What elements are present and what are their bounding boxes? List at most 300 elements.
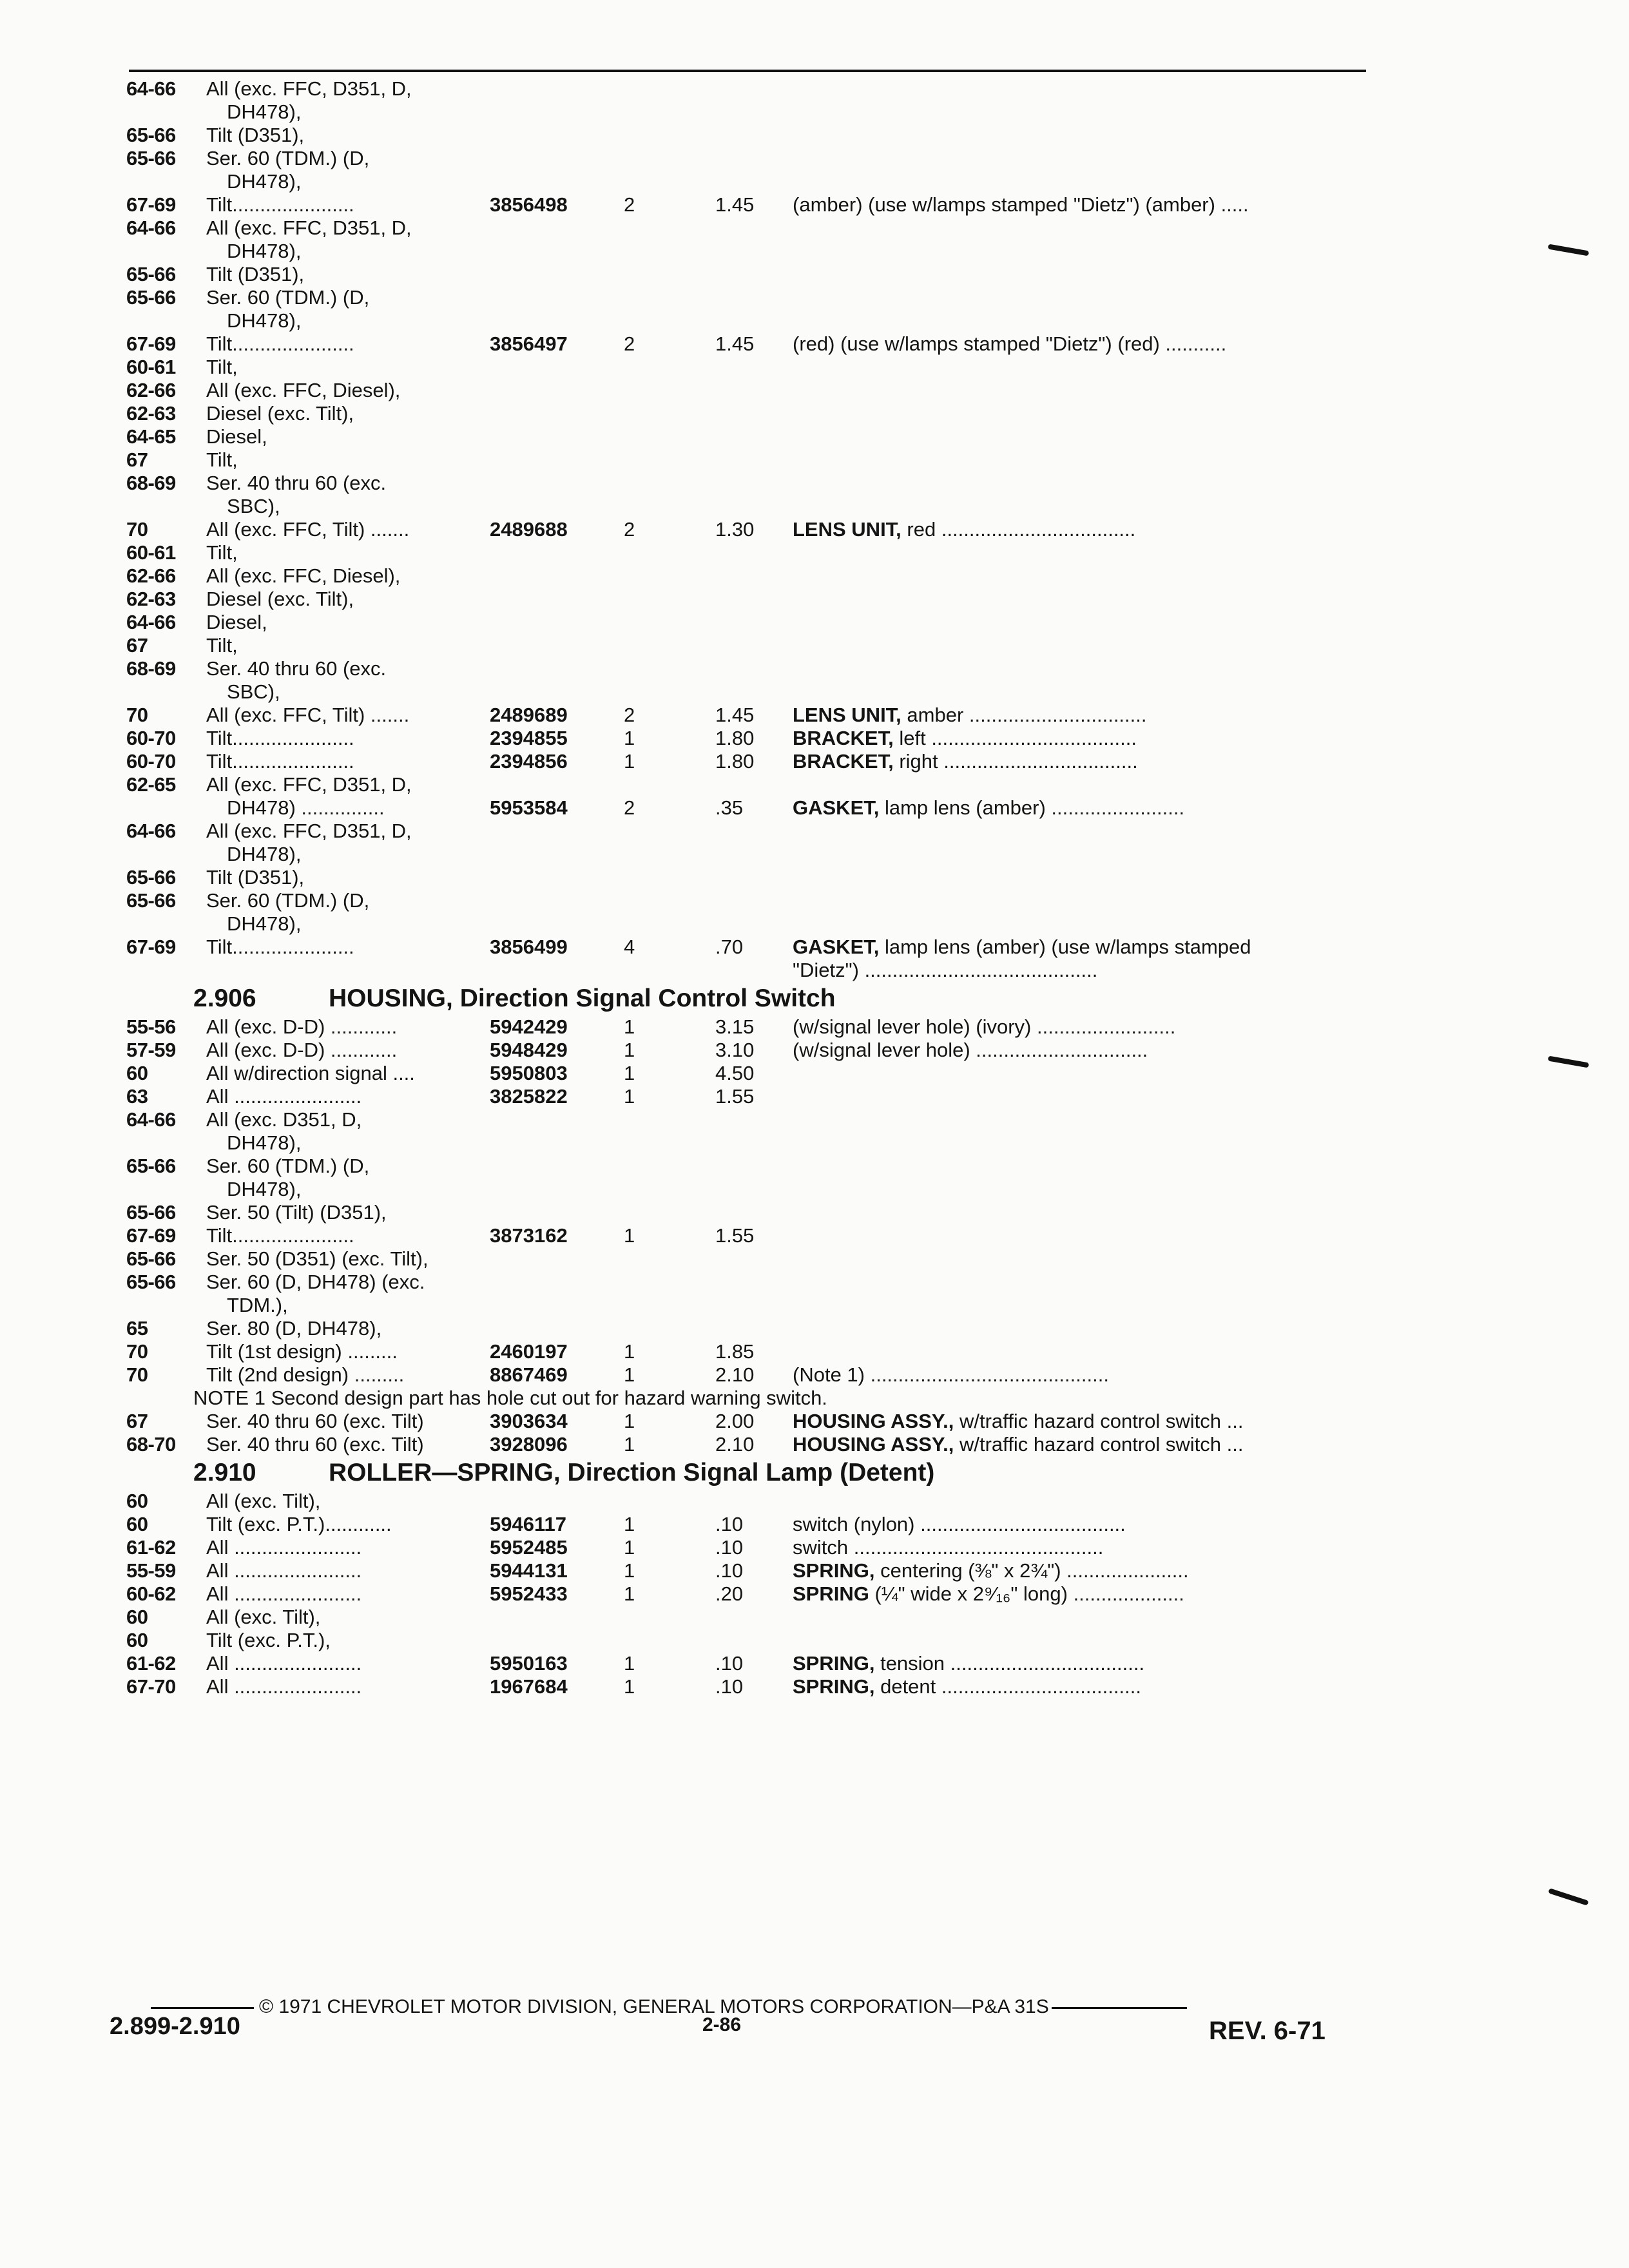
description-text: lamp lens (amber) ........................	[879, 796, 1185, 819]
model-years: 65-66	[126, 147, 176, 169]
table-row	[0, 1015, 1629, 1039]
model-application: DH478),	[227, 101, 302, 123]
quantity: 2	[624, 704, 635, 726]
model-years: 67	[126, 448, 148, 471]
table-row	[0, 704, 1629, 727]
model-application: All (exc. FFC, Tilt) .......	[206, 704, 410, 726]
table-row	[0, 356, 1629, 379]
part-number: 5952433	[490, 1582, 568, 1605]
edge-mark	[1548, 1888, 1588, 1905]
description-text: (w/signal lever hole) (ivory) .........................	[793, 1015, 1176, 1038]
table-row	[0, 1039, 1629, 1062]
model-application: Ser. 40 thru 60 (exc.	[206, 472, 387, 494]
table-row	[0, 1606, 1629, 1629]
model-years: 63	[126, 1085, 148, 1108]
price: 4.50	[715, 1062, 755, 1084]
table-row	[0, 286, 1629, 309]
footer-rule-right	[1052, 2007, 1187, 2009]
part-number: 3856497	[490, 332, 568, 355]
model-application: Tilt (exc. P.T.),	[206, 1629, 331, 1651]
table-row	[0, 170, 1629, 193]
table-row	[0, 588, 1629, 611]
model-years: 61-62	[126, 1536, 176, 1559]
price: .10	[715, 1513, 744, 1535]
part-description	[793, 796, 1353, 820]
price: .10	[715, 1675, 744, 1698]
model-application: Tilt......................	[206, 332, 354, 355]
table-row	[0, 1224, 1629, 1247]
quantity: 1	[624, 1675, 635, 1698]
description-text: left .....................................	[893, 727, 1137, 749]
table-row	[0, 1410, 1629, 1433]
part-description	[793, 1582, 1353, 1606]
part-description	[793, 1513, 1353, 1536]
model-application: Ser. 40 thru 60 (exc. Tilt)	[206, 1410, 424, 1432]
model-application: All (exc. Tilt),	[206, 1606, 321, 1628]
description-text: (w/signal lever hole) ...............................	[793, 1039, 1148, 1061]
description-text: "Dietz") ..........................................	[793, 959, 1098, 981]
part-name: SPRING,	[793, 1675, 875, 1698]
model-years: 64-66	[126, 1108, 176, 1131]
part-description	[793, 1039, 1353, 1062]
part-name: LENS UNIT,	[793, 704, 901, 726]
part-description	[793, 727, 1353, 750]
description-text: switch .............................................	[793, 1536, 1104, 1559]
quantity: 1	[624, 1062, 635, 1084]
model-application: All (exc. FFC, Tilt) .......	[206, 518, 410, 541]
model-years: 70	[126, 1363, 148, 1386]
model-application: Ser. 40 thru 60 (exc.	[206, 657, 387, 680]
quantity: 1	[624, 1513, 635, 1535]
quantity: 2	[624, 332, 635, 355]
part-name: SPRING,	[793, 1652, 875, 1675]
model-years: 55-56	[126, 1015, 176, 1038]
table-row	[0, 889, 1629, 912]
quantity: 2	[624, 518, 635, 541]
model-years: 65-66	[126, 1201, 176, 1224]
model-application: All (exc. D-D) ............	[206, 1015, 398, 1038]
model-application: Tilt (D351),	[206, 866, 305, 889]
model-years: 62-66	[126, 379, 176, 401]
model-application: DH478),	[227, 170, 302, 193]
part-description	[793, 1536, 1353, 1559]
quantity: 1	[624, 1433, 635, 1456]
table-row	[0, 1294, 1629, 1317]
part-description	[793, 332, 1353, 356]
quantity: 1	[624, 750, 635, 773]
table-row	[0, 1062, 1629, 1085]
section-title-main: HOUSING,	[329, 985, 453, 1012]
table-row	[0, 680, 1629, 704]
table-row	[0, 1675, 1629, 1698]
table-row	[0, 240, 1629, 263]
footer-page-number: 2-86	[702, 2014, 742, 2035]
table-row	[0, 727, 1629, 750]
table-row	[0, 518, 1629, 541]
part-number: 5952485	[490, 1536, 568, 1559]
quantity: 1	[624, 727, 635, 749]
footer-section-range: 2.899-2.910	[110, 2013, 240, 2040]
description-text: amber ................................	[901, 704, 1147, 726]
price: 1.45	[715, 332, 755, 355]
model-years: 64-65	[126, 425, 176, 448]
table-row	[0, 1363, 1629, 1387]
model-application: All (exc. FFC, D351, D,	[206, 216, 412, 239]
part-description	[793, 1015, 1353, 1039]
model-years: 67	[126, 634, 148, 657]
table-row	[0, 1652, 1629, 1675]
table-row	[0, 425, 1629, 448]
model-years: 64-66	[126, 611, 176, 633]
price: .20	[715, 1582, 744, 1605]
model-years: 60-61	[126, 541, 176, 564]
model-application: DH478),	[227, 240, 302, 262]
model-years: 60	[126, 1062, 148, 1084]
part-number: 8867469	[490, 1363, 568, 1386]
price: 1.45	[715, 193, 755, 216]
part-number: 3928096	[490, 1433, 568, 1456]
table-row	[0, 332, 1629, 356]
model-application: Tilt (D351),	[206, 124, 305, 146]
description-text: w/traffic hazard control switch ...	[954, 1433, 1244, 1456]
model-years: 60	[126, 1490, 148, 1512]
model-years: 60	[126, 1606, 148, 1628]
model-application: SBC),	[227, 680, 280, 703]
part-number: 2394856	[490, 750, 568, 773]
model-years: 65	[126, 1317, 148, 1340]
section-title	[329, 982, 836, 1015]
part-description	[793, 750, 1353, 773]
table-row	[0, 1536, 1629, 1559]
model-years: 65-66	[126, 1247, 176, 1270]
table-row	[0, 866, 1629, 889]
price: 2.00	[715, 1410, 755, 1432]
model-application: DH478),	[227, 1131, 302, 1154]
price: .35	[715, 796, 744, 819]
model-application: Tilt......................	[206, 727, 354, 749]
table-row	[0, 796, 1629, 820]
quantity: 1	[624, 1085, 635, 1108]
part-name: GASKET,	[793, 936, 880, 958]
price: 2.10	[715, 1363, 755, 1386]
section-number: 2.910	[193, 1459, 256, 1486]
table-row	[0, 1340, 1629, 1363]
description-text: w/traffic hazard control switch ...	[954, 1410, 1244, 1432]
table-row	[0, 379, 1629, 402]
model-years: 65-66	[126, 1271, 176, 1293]
parts-listing	[0, 77, 1629, 1698]
model-application: All .......................	[206, 1559, 362, 1582]
part-number: 3856498	[490, 193, 568, 216]
footer-rule-left	[151, 2007, 254, 2009]
model-years: 65-66	[126, 263, 176, 285]
table-row	[0, 402, 1629, 425]
model-application: Tilt,	[206, 356, 238, 378]
description-text: (amber) (use w/lamps stamped "Dietz") (amber) .....	[793, 193, 1249, 216]
model-application: All .......................	[206, 1675, 362, 1698]
part-name: HOUSING ASSY.,	[793, 1410, 954, 1432]
table-row	[0, 936, 1629, 959]
table-row	[0, 750, 1629, 773]
model-application: All (exc. D351, D,	[206, 1108, 362, 1131]
model-years: 67	[126, 1410, 148, 1432]
table-row	[0, 1271, 1629, 1294]
quantity: 1	[624, 1652, 635, 1675]
model-years: 67-69	[126, 1224, 176, 1247]
model-application: Tilt,	[206, 541, 238, 564]
price: 1.45	[715, 704, 755, 726]
model-years: 62-65	[126, 773, 176, 796]
table-row	[0, 1582, 1629, 1606]
table-row	[0, 564, 1629, 588]
model-application: Tilt,	[206, 448, 238, 471]
quantity: 1	[624, 1039, 635, 1061]
model-years: 60-61	[126, 356, 176, 378]
part-description	[793, 959, 1353, 982]
table-row	[0, 1178, 1629, 1201]
part-number: 5953584	[490, 796, 568, 819]
model-years: 70	[126, 1340, 148, 1363]
model-years: 65-66	[126, 286, 176, 309]
description-text: centering (⅜" x 2¾") ......................	[874, 1559, 1189, 1582]
model-years: 70	[126, 704, 148, 726]
description-text: right ...................................	[893, 750, 1138, 773]
table-row	[0, 1629, 1629, 1652]
model-application: Ser. 60 (TDM.) (D,	[206, 286, 370, 309]
table-row	[0, 1085, 1629, 1108]
model-application: Tilt (exc. P.T.)............	[206, 1513, 392, 1535]
model-years: 68-69	[126, 472, 176, 494]
table-row	[0, 611, 1629, 634]
model-years: 60	[126, 1513, 148, 1535]
part-description	[793, 1559, 1353, 1582]
part-number: 5948429	[490, 1039, 568, 1061]
model-years: 65-66	[126, 124, 176, 146]
model-application: All (exc. D-D) ............	[206, 1039, 398, 1061]
part-description	[793, 518, 1353, 541]
model-application: Diesel (exc. Tilt),	[206, 588, 354, 610]
model-application: Ser. 50 (D351) (exc. Tilt),	[206, 1247, 429, 1270]
model-years: 62-63	[126, 402, 176, 425]
model-application: Ser. 80 (D, DH478),	[206, 1317, 382, 1340]
section-heading	[0, 1456, 1629, 1490]
part-description	[793, 936, 1353, 959]
part-description	[793, 1675, 1353, 1698]
part-name: SPRING	[793, 1582, 869, 1605]
table-row	[0, 843, 1629, 866]
model-years: 60-70	[126, 727, 176, 749]
model-application: TDM.),	[227, 1294, 288, 1316]
part-number: 2394855	[490, 727, 568, 749]
model-application: DH478),	[227, 1178, 302, 1200]
part-number: 5944131	[490, 1559, 568, 1582]
model-years: 67-69	[126, 193, 176, 216]
price: 1.80	[715, 750, 755, 773]
table-row	[0, 1559, 1629, 1582]
model-application: All .......................	[206, 1582, 362, 1605]
part-number: 3825822	[490, 1085, 568, 1108]
description-text: detent ....................................	[874, 1675, 1141, 1698]
quantity: 2	[624, 193, 635, 216]
price: 1.55	[715, 1224, 755, 1247]
part-number: 5950803	[490, 1062, 568, 1084]
table-row	[0, 101, 1629, 124]
table-row	[0, 541, 1629, 564]
model-application: All .......................	[206, 1536, 362, 1559]
model-application: Tilt (2nd design) .........	[206, 1363, 405, 1386]
model-years: 61-62	[126, 1652, 176, 1675]
table-row	[0, 959, 1629, 982]
model-years: 62-63	[126, 588, 176, 610]
footer-revision: REV. 6-71	[1209, 2017, 1325, 2045]
model-application: Tilt (D351),	[206, 263, 305, 285]
table-row	[0, 912, 1629, 936]
description-text: (¼" wide x 2⁹⁄₁₆" long) ....................	[869, 1582, 1184, 1605]
model-application: All (exc. FFC, Diesel),	[206, 564, 401, 587]
model-years: 65-66	[126, 866, 176, 889]
model-application: Diesel,	[206, 425, 267, 448]
model-application: DH478) ...............	[227, 796, 385, 819]
table-row	[0, 495, 1629, 518]
part-description	[793, 704, 1353, 727]
part-number: 2489688	[490, 518, 568, 541]
model-application: Tilt,	[206, 634, 238, 657]
part-description	[793, 1652, 1353, 1675]
quantity: 1	[624, 1363, 635, 1386]
table-row	[0, 147, 1629, 170]
model-application: All .......................	[206, 1085, 362, 1108]
price: .10	[715, 1536, 744, 1559]
part-number: 3873162	[490, 1224, 568, 1247]
part-description	[793, 193, 1353, 216]
note-text: NOTE 1 Second design part has hole cut out for hazard warning switch.	[193, 1387, 827, 1409]
section-title-rest: Direction Signal Control Switch	[452, 985, 836, 1012]
model-application: Diesel,	[206, 611, 267, 633]
section-title-rest: Direction Signal Lamp (Detent)	[560, 1459, 935, 1486]
model-years: 62-66	[126, 564, 176, 587]
model-application: DH478),	[227, 309, 302, 332]
model-years: 57-59	[126, 1039, 176, 1061]
model-application: Tilt......................	[206, 1224, 354, 1247]
model-application: All w/direction signal ....	[206, 1062, 415, 1084]
price: 3.15	[715, 1015, 755, 1038]
part-name: HOUSING ASSY.,	[793, 1433, 954, 1456]
model-years: 67-69	[126, 936, 176, 958]
model-years: 60-70	[126, 750, 176, 773]
model-application: Tilt......................	[206, 193, 354, 216]
model-application: DH478),	[227, 912, 302, 935]
price: 3.10	[715, 1039, 755, 1061]
part-name: BRACKET,	[793, 750, 894, 773]
description-text: (Note 1) ...........................................	[793, 1363, 1109, 1386]
part-description	[793, 1363, 1353, 1387]
model-application: All (exc. Tilt),	[206, 1490, 321, 1512]
table-row	[0, 1490, 1629, 1513]
quantity: 2	[624, 796, 635, 819]
table-row	[0, 1317, 1629, 1340]
part-description	[793, 1433, 1353, 1456]
model-years: 64-66	[126, 820, 176, 842]
description-text: red ...................................	[901, 518, 1136, 541]
quantity: 1	[624, 1582, 635, 1605]
part-name: BRACKET,	[793, 727, 894, 749]
description-text: lamp lens (amber) (use w/lamps stamped	[879, 936, 1251, 958]
model-application: Ser. 50 (Tilt) (D351),	[206, 1201, 387, 1224]
model-years: 60-62	[126, 1582, 176, 1605]
quantity: 1	[624, 1224, 635, 1247]
model-application: Tilt......................	[206, 936, 354, 958]
table-row	[0, 657, 1629, 680]
footer-copyright-line	[151, 1996, 1187, 2018]
table-row	[0, 193, 1629, 216]
table-row	[0, 1513, 1629, 1536]
model-years: 65-66	[126, 1155, 176, 1177]
price: .10	[715, 1652, 744, 1675]
model-application: All (exc. FFC, D351, D,	[206, 820, 412, 842]
model-application: Tilt......................	[206, 750, 354, 773]
model-application: Diesel (exc. Tilt),	[206, 402, 354, 425]
model-application: Ser. 40 thru 60 (exc. Tilt)	[206, 1433, 424, 1456]
section-title	[329, 1456, 934, 1490]
price: 1.30	[715, 518, 755, 541]
part-name: LENS UNIT,	[793, 518, 901, 541]
note-row	[0, 1387, 1629, 1410]
part-name: SPRING,	[793, 1559, 875, 1582]
description-text: switch (nylon) .....................................	[793, 1513, 1126, 1535]
price: .70	[715, 936, 744, 958]
price: 1.55	[715, 1085, 755, 1108]
part-number: 2489689	[490, 704, 568, 726]
model-years: 55-59	[126, 1559, 176, 1582]
table-row	[0, 820, 1629, 843]
section-title-main: ROLLER—SPRING,	[329, 1459, 561, 1486]
model-years: 60	[126, 1629, 148, 1651]
model-years: 68-70	[126, 1433, 176, 1456]
part-number: 5942429	[490, 1015, 568, 1038]
quantity: 1	[624, 1536, 635, 1559]
part-name: GASKET,	[793, 796, 880, 819]
quantity: 4	[624, 936, 635, 958]
model-years: 64-66	[126, 77, 176, 100]
table-row	[0, 472, 1629, 495]
model-application: All (exc. FFC, D351, D,	[206, 773, 412, 796]
price: 2.10	[715, 1433, 755, 1456]
table-row	[0, 1155, 1629, 1178]
model-application: Ser. 60 (D, DH478) (exc.	[206, 1271, 425, 1293]
table-row	[0, 1108, 1629, 1131]
part-number: 5950163	[490, 1652, 568, 1675]
footer-copyright: © 1971 CHEVROLET MOTOR DIVISION, GENERAL MOTORS CORPORATION—P&A 31S	[259, 1996, 1049, 2017]
model-years: 64-66	[126, 216, 176, 239]
model-years: 67-69	[126, 332, 176, 355]
price: .10	[715, 1559, 744, 1582]
table-row	[0, 773, 1629, 796]
quantity: 1	[624, 1559, 635, 1582]
quantity: 1	[624, 1410, 635, 1432]
table-row	[0, 124, 1629, 147]
model-application: DH478),	[227, 843, 302, 865]
model-years: 68-69	[126, 657, 176, 680]
table-row	[0, 309, 1629, 332]
model-years: 70	[126, 518, 148, 541]
model-application: Ser. 60 (TDM.) (D,	[206, 147, 370, 169]
table-row	[0, 1247, 1629, 1271]
part-number: 2460197	[490, 1340, 568, 1363]
model-application: SBC),	[227, 495, 280, 517]
part-number: 1967684	[490, 1675, 568, 1698]
table-row	[0, 1201, 1629, 1224]
model-application: Ser. 60 (TDM.) (D,	[206, 1155, 370, 1177]
